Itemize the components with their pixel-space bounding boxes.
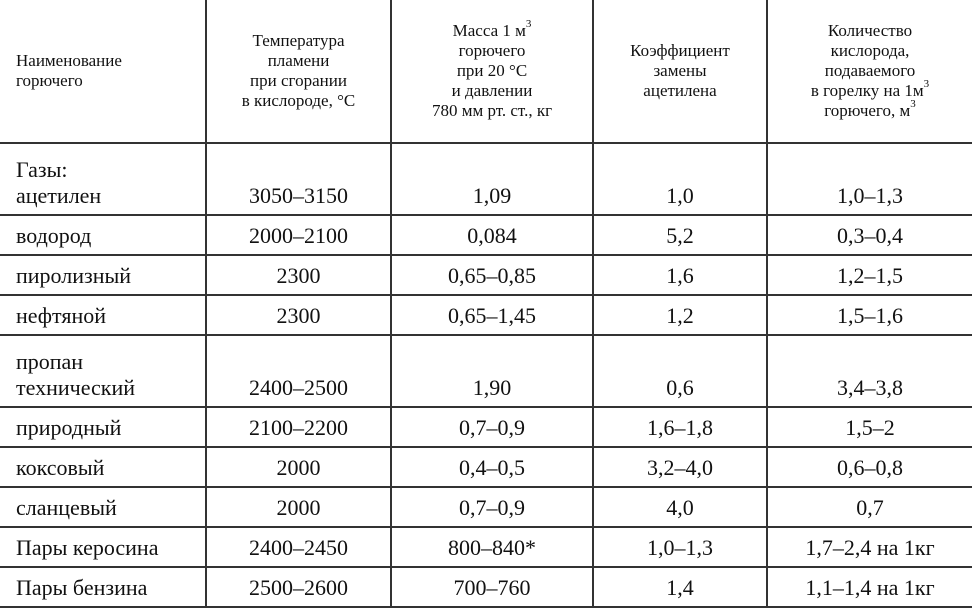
- fuel-name-line: пиролизный: [16, 263, 132, 288]
- mass-cell: 0,4–0,5: [391, 447, 593, 487]
- header-line: Коэффициент: [630, 41, 730, 60]
- header-line: кислорода,: [830, 41, 910, 60]
- temperature-cell: 2300: [206, 255, 391, 295]
- fuel-name-line: Пары бензина: [16, 575, 148, 600]
- table-row: [0, 215, 972, 255]
- oxygen-cell: 0,3–0,4: [767, 215, 972, 255]
- fuel-name-line: ацетилен: [16, 183, 102, 208]
- table-row: [0, 143, 972, 215]
- oxygen-cell: 0,6–0,8: [767, 447, 972, 487]
- mass-cell: 0,65–0,85: [391, 255, 593, 295]
- header-coefficient: [593, 0, 767, 143]
- mass-cell: 0,084: [391, 215, 593, 255]
- fuel-name-cell: [0, 335, 206, 407]
- table-row: [0, 447, 972, 487]
- temperature-cell: 2000: [206, 447, 391, 487]
- fuel-name-cell: [0, 487, 206, 527]
- temperature-cell: 2400–2500: [206, 335, 391, 407]
- oxygen-cell: 1,5–1,6: [767, 295, 972, 335]
- header-line: горючего: [16, 71, 83, 90]
- mass-cell: 800–840*: [391, 527, 593, 567]
- table-row: [0, 335, 972, 407]
- header-line: подаваемого: [824, 61, 916, 80]
- fuel-name-line: коксовый: [16, 455, 105, 480]
- temperature-cell: 3050–3150: [206, 143, 391, 215]
- fuel-name-line: природный: [16, 415, 122, 440]
- fuel-name-line: сланцевый: [16, 495, 117, 520]
- oxygen-cell: 1,1–1,4 на 1кг: [767, 567, 972, 607]
- table-row: [0, 527, 972, 567]
- table-row: [0, 255, 972, 295]
- header-temperature: [206, 0, 391, 143]
- table-row: [0, 487, 972, 527]
- fuel-name-line: пропан: [16, 349, 84, 374]
- coefficient-cell: 5,2: [593, 215, 767, 255]
- header-line: при сгорании: [250, 71, 347, 90]
- header-line: горючего, $м^3$: [824, 98, 916, 120]
- table-row: [0, 295, 972, 335]
- header-line: ацетилена: [643, 81, 717, 100]
- oxygen-cell: 1,5–2: [767, 407, 972, 447]
- fuel-name-cell: [0, 527, 206, 567]
- temperature-cell: 2000: [206, 487, 391, 527]
- coefficient-cell: 0,6: [593, 335, 767, 407]
- mass-cell: 0,7–0,9: [391, 487, 593, 527]
- fuel-name-cell: [0, 295, 206, 335]
- fuel-name-cell: [0, 567, 206, 607]
- mass-cell: 700–760: [391, 567, 593, 607]
- header-line: замены: [653, 61, 707, 80]
- fuel-name-cell: [0, 143, 206, 215]
- fuel-name-cell: [0, 407, 206, 447]
- header-line: Температура: [252, 31, 345, 50]
- oxygen-cell: 1,2–1,5: [767, 255, 972, 295]
- fuel-name-line: водород: [16, 223, 92, 248]
- header-line: при 20 °С: [456, 61, 528, 80]
- fuel-name-cell: [0, 255, 206, 295]
- oxygen-cell: 1,0–1,3: [767, 143, 972, 215]
- mass-cell: 1,90: [391, 335, 593, 407]
- oxygen-cell: 0,7: [767, 487, 972, 527]
- mass-cell: 0,7–0,9: [391, 407, 593, 447]
- header-line: и давлении: [451, 81, 533, 100]
- coefficient-cell: 1,0: [593, 143, 767, 215]
- table-row: [0, 567, 972, 607]
- header-row: [0, 0, 972, 143]
- coefficient-cell: 1,6–1,8: [593, 407, 767, 447]
- mass-cell: 0,65–1,45: [391, 295, 593, 335]
- header-line: Масса 1 $м^3$: [452, 18, 532, 40]
- header-line: в горелку на $1м^3$: [810, 78, 930, 100]
- header-mass: [391, 0, 593, 143]
- header-line: Наименование: [16, 51, 122, 70]
- fuel-name-line: нефтяной: [16, 303, 107, 328]
- header-line: 780 мм рт. ст., кг: [431, 101, 553, 120]
- coefficient-cell: 1,2: [593, 295, 767, 335]
- header-line: горючего: [458, 41, 526, 60]
- header-line: в кислороде, °С: [241, 91, 356, 110]
- fuel-name-line: Газы:: [16, 157, 68, 182]
- oxygen-cell: 1,7–2,4 на 1кг: [767, 527, 972, 567]
- fuel-name-line: Пары керосина: [16, 535, 159, 560]
- coefficient-cell: 1,6: [593, 255, 767, 295]
- temperature-cell: 2500–2600: [206, 567, 391, 607]
- coefficient-cell: 1,0–1,3: [593, 527, 767, 567]
- table-row: [0, 407, 972, 447]
- temperature-cell: 2400–2450: [206, 527, 391, 567]
- fuel-name-cell: [0, 447, 206, 487]
- oxygen-cell: 3,4–3,8: [767, 335, 972, 407]
- header-line: Количество: [827, 21, 913, 40]
- header-oxygen: [767, 0, 972, 143]
- mass-cell: 1,09: [391, 143, 593, 215]
- temperature-cell: 2100–2200: [206, 407, 391, 447]
- coefficient-cell: 1,4: [593, 567, 767, 607]
- coefficient-cell: 4,0: [593, 487, 767, 527]
- temperature-cell: 2300: [206, 295, 391, 335]
- coefficient-cell: 3,2–4,0: [593, 447, 767, 487]
- header-line: пламени: [267, 51, 330, 70]
- fuel-name-cell: [0, 215, 206, 255]
- temperature-cell: 2000–2100: [206, 215, 391, 255]
- fuel-name-line: технический: [16, 375, 136, 400]
- header-name: [0, 0, 206, 143]
